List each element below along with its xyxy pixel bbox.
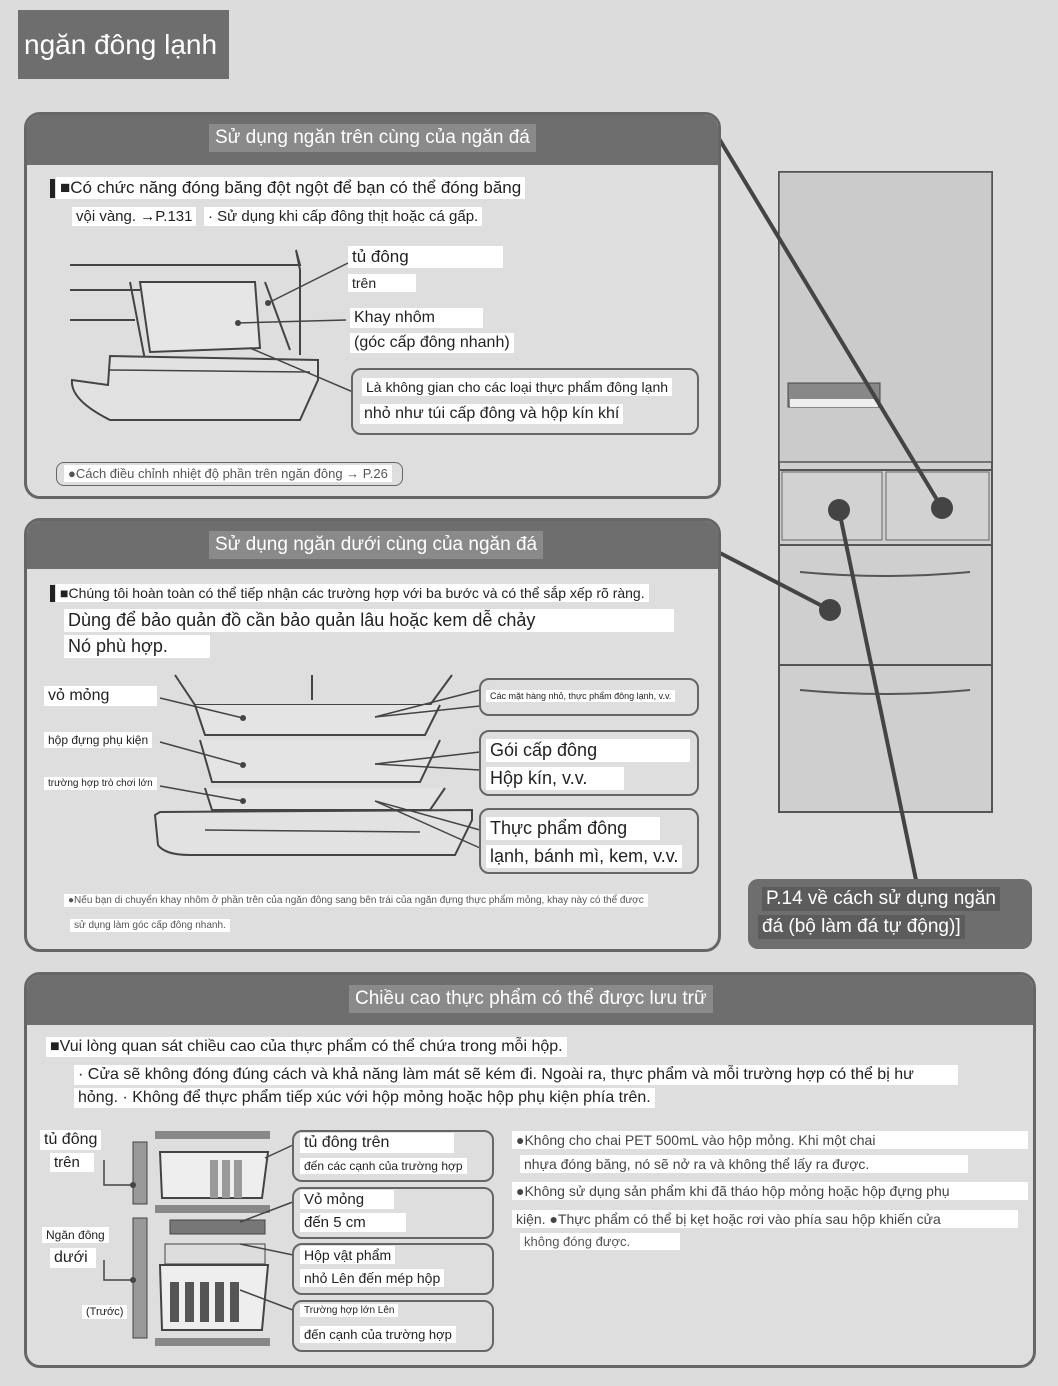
- page-title: ngăn đông lạnh: [18, 10, 229, 79]
- bottom-line1: ■Vui lòng quan sát chiều cao của thực phẩm có thể chứa trong mỗi hộp.: [46, 1037, 567, 1057]
- middle-note1: ●Nếu bạn di chuyển khay nhôm ở phần trên của ngăn đông sang bên trái của ngăn đựng thực phẩm mỏng, khay này có thể được: [64, 894, 648, 907]
- middle-box3b: lạnh, bánh mì, kem, v.v.: [486, 845, 682, 868]
- middle-box2a: Gói cấp đông: [486, 739, 690, 762]
- middle-box3a: Thực phẩm đông: [486, 817, 660, 840]
- bottom-box3a: Hộp vật phẩm: [300, 1246, 395, 1264]
- middle-box2b: Hộp kín, v.v.: [486, 767, 624, 790]
- middle-label-thin: vỏ mỏng: [44, 686, 157, 706]
- top-line2a: vội vàng. →P.131: [72, 207, 196, 226]
- top-label-top: trên: [348, 274, 416, 292]
- top-section-title: Sử dụng ngăn trên cùng của ngăn đá: [209, 124, 536, 152]
- bottom-right2: nhựa đóng băng, nó sẽ nở ra và không thể lấy ra được.: [520, 1155, 968, 1173]
- bottom-line2: · Cửa sẽ không đóng đúng cách và khả năng làm mát sẽ kém đi. Ngoài ra, thực phẩm và mỗi trường hợp có thể bị hư: [74, 1065, 958, 1085]
- top-label-tray: Khay nhôm: [350, 308, 483, 328]
- bottom-box2b: đến 5 cm: [300, 1213, 406, 1232]
- bottom-right3: ●Không sử dụng sản phẩm khi đã tháo hộp mỏng hoặc hộp đựng phụ: [512, 1182, 1028, 1200]
- top-note: ●Cách điều chỉnh nhiệt độ phần trên ngăn đông → P.26: [64, 465, 392, 482]
- bottom-section-title: Chiều cao thực phẩm có thể được lưu trữ: [349, 985, 713, 1013]
- top-label-freezer: tủ đông: [348, 246, 503, 268]
- middle-label-accessory: hộp đựng phụ kiện: [44, 732, 152, 748]
- middle-box1-text: Các mặt hàng nhỏ, thực phẩm đông lạnh, v.v.: [486, 690, 675, 702]
- top-info2: nhỏ như túi cấp đông và hộp kín khí: [360, 404, 623, 424]
- bottom-box3b: nhỏ Lên đến mép hộp: [300, 1269, 444, 1287]
- bottom-left-lower1: Ngăn đông: [42, 1227, 109, 1243]
- middle-line1: ■Chúng tôi hoàn toàn có thể tiếp nhận các trường hợp với ba bước và có thể sắp xếp rõ ràng.: [56, 584, 649, 602]
- bottom-left-freezer: tủ đông: [40, 1130, 101, 1150]
- bottom-box4b: đến cạnh của trường hợp: [300, 1326, 456, 1343]
- middle-section-title: Sử dụng ngăn dưới cùng của ngăn đá: [209, 531, 543, 559]
- middle-line3: Nó phù hợp.: [64, 635, 210, 658]
- bottom-box1a: tủ đông trên: [300, 1133, 454, 1153]
- bottom-left-top: trên: [50, 1153, 94, 1172]
- top-info1: Là không gian cho các loại thực phẩm đông lạnh: [362, 378, 672, 396]
- bottom-line3: hỏng. · Không để thực phẩm tiếp xúc với hộp mỏng hoặc hộp phụ kiện phía trên.: [74, 1088, 655, 1108]
- bottom-left-front: (Trước): [82, 1305, 127, 1319]
- bottom-box2a: Vỏ mỏng: [300, 1190, 394, 1209]
- top-line2b: · Sử dụng khi cấp đông thịt hoặc cá gấp.: [204, 207, 482, 226]
- bottom-box1b: đến các cạnh của trường hợp: [300, 1158, 467, 1174]
- top-label-tray-sub: (góc cấp đông nhanh): [350, 333, 514, 353]
- bottom-left-lower2: dưới: [50, 1248, 96, 1268]
- bottom-right1: ●Không cho chai PET 500mL vào hộp mỏng. Khi một chai: [512, 1131, 1028, 1149]
- bottom-box4a: Trường hợp lớn Lên: [300, 1304, 398, 1317]
- middle-label-toy: trường hợp trò chơi lớn: [44, 777, 157, 790]
- middle-line2: Dùng để bảo quản đồ cần bảo quản lâu hoặc kem dễ chảy: [64, 609, 674, 632]
- fridge-note-line2: đá (bộ làm đá tự động)]: [758, 915, 965, 939]
- top-line1: ■Có chức năng đóng băng đột ngột để bạn có thể đóng băng: [56, 177, 525, 199]
- bottom-right4: kiện. ●Thực phẩm có thể bị kẹt hoặc rơi vào phía sau hộp khiến cửa: [512, 1210, 1018, 1228]
- fridge-note-line1: P.14 về cách sử dụng ngăn: [762, 887, 1000, 911]
- bottom-right5: không đóng được.: [520, 1233, 680, 1250]
- middle-note2: sử dụng làm góc cấp đông nhanh.: [70, 919, 230, 932]
